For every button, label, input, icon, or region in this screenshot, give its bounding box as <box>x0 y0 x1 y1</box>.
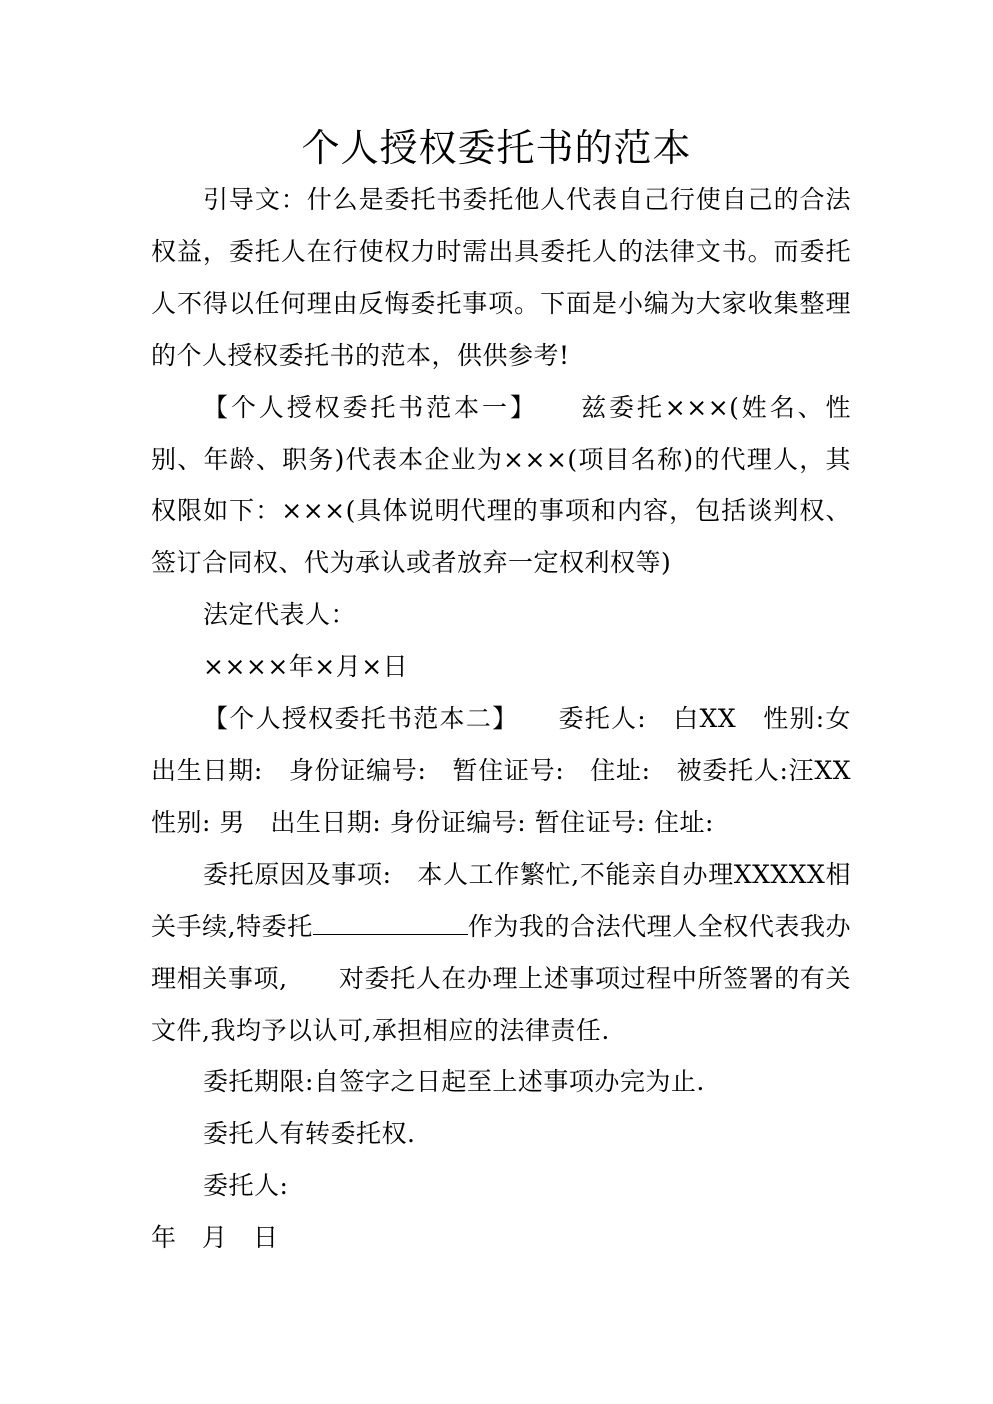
sample1-representative: 法定代表人： <box>203 600 357 630</box>
document-title: 个人授权委托书的范本 <box>301 126 692 170</box>
document-body <box>151 174 877 1264</box>
sample2-period: 委托期限:自签字之日起至上述事项办完为止. <box>203 1067 705 1097</box>
sample2-paragraph: 【个人授权委托书范本二】 委托人: 白XX 性别:女 出生日期: 身份证编号: 暂住证号: 住址: 被委托人:汪XX 性别: 男 出生日期: 身份证编号: 暂住证号: 住址: <box>151 704 877 837</box>
reason-text-before: 委托原因及事项: 本人工作繁忙,不能亲自办理XXXXX相关手续,特委托 <box>151 859 851 941</box>
sample2-date: 年 月 日 <box>151 1223 279 1253</box>
sample1-paragraph: 【个人授权委托书范本一】 兹委托×××(姓名、性别、年龄、职务)代表本企业为×××(项目名称)的代理人，其权限如下：×××(具体说明代理的事项和内容，包括谈判权、签订合同权、代为承认或者放弃一定权利权等) <box>151 392 851 578</box>
sample2-transfer: 委托人有转委托权. <box>203 1119 416 1149</box>
intro-paragraph: 引导文：什么是委托书委托他人代表自己行使自己的合法权益，委托人在行使权力时需出具委托人的法律文书。而委托人不得以任何理由反悔委托事项。下面是小编为大家收集整理的个人授权委托书的范本，供供参考! <box>151 185 851 370</box>
sample2-signer: 委托人: <box>203 1171 289 1201</box>
agent-name-blank <box>313 912 468 935</box>
reason-text-after: 作为我的合法代理人全权代表我办理相关事项, 对委托人在办理上述事项过程中所签署的有关文件,我均予以认可,承担相应的法律责任. <box>151 911 851 1045</box>
sample2-reason <box>151 849 851 1057</box>
sample1-date: ××××年×月×日 <box>203 652 409 682</box>
